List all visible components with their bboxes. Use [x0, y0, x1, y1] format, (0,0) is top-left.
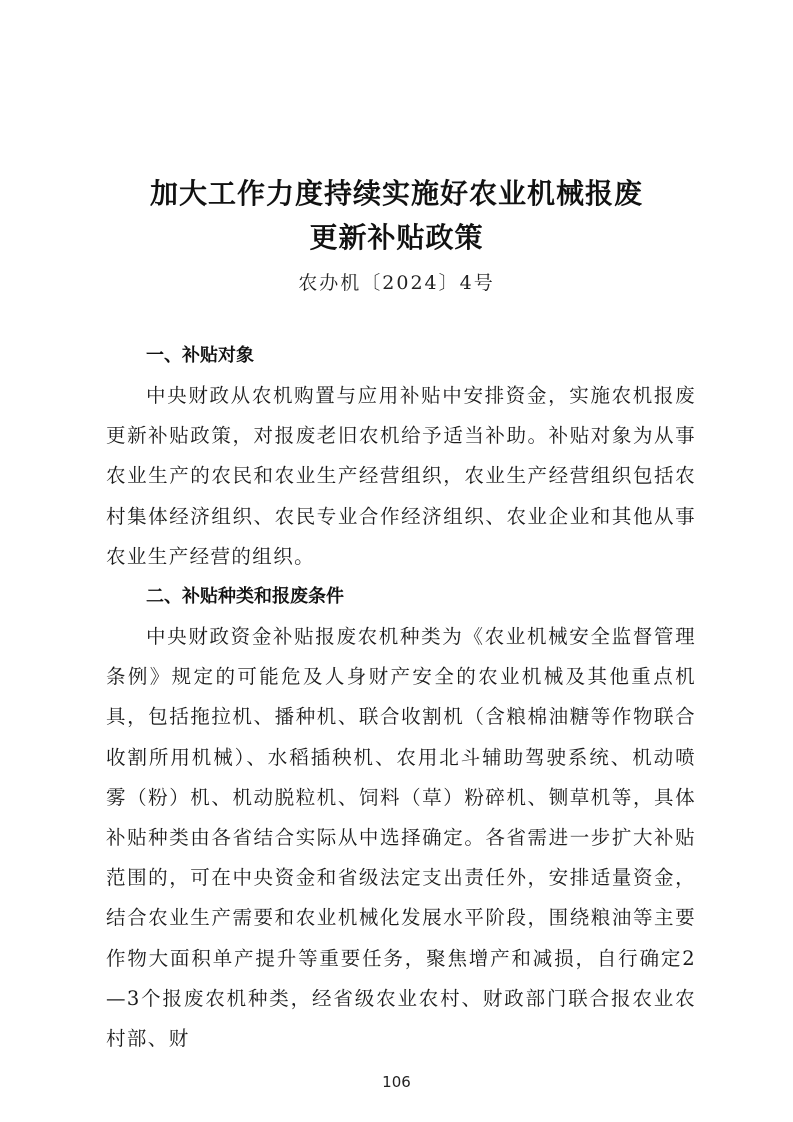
document-body: [106, 336, 696, 1059]
document-number: 农办机〔2024〕4号: [298, 272, 495, 294]
title-line-1: 加大工作力度持续实施好农业机械报废: [149, 177, 643, 210]
document-header: [0, 172, 793, 296]
section-heading-subsidy-types: 二、补贴种类和报废条件: [146, 586, 344, 608]
section-paragraph-subsidy-types: 中央财政资金补贴报废农机种类为《农业机械安全监督管理条例》规定的可能危及人身财产安全的农业机械及其他重点机具，包括拖拉机、播种机、联合收割机（含粮棉油糖等作物联合收割所用机械）、水稻插秧机、农用北斗辅助驾驶系统、机动喷雾（粉）机、机动脱粒机、饲料（草）粉碎机、铡草机等，具体补贴种类由各省结合实际从中选择确定。各省需进一步扩大补贴范围的，可在中央资金和省级法定支出责任外，安排适量资金，结合农业生产需要和农业机械化发展水平阶段，围绕粮油等主要作物大面积单产提升等重要任务，聚焦增产和减损，自行确定2—3个报废农机种类，经省级农业农村、财政部门联合报农业农村部、财: [106, 625, 696, 1051]
title-line-2: 更新补贴政策: [309, 221, 484, 254]
page-number: 106: [382, 1073, 411, 1091]
section-heading-subsidy-target: 一、补贴对象: [146, 345, 254, 366]
section-paragraph-subsidy-target: 中央财政从农机购置与应用补贴中安排资金，实施农机报废更新补贴政策，对报废老旧农机给予适当补助。补贴对象为从事农业生产的农民和农业生产经营组织，农业生产经营组织包括农村集体经济组织、农民专业合作经济组织、农业企业和其他从事农业生产经营的组织。: [106, 384, 696, 568]
